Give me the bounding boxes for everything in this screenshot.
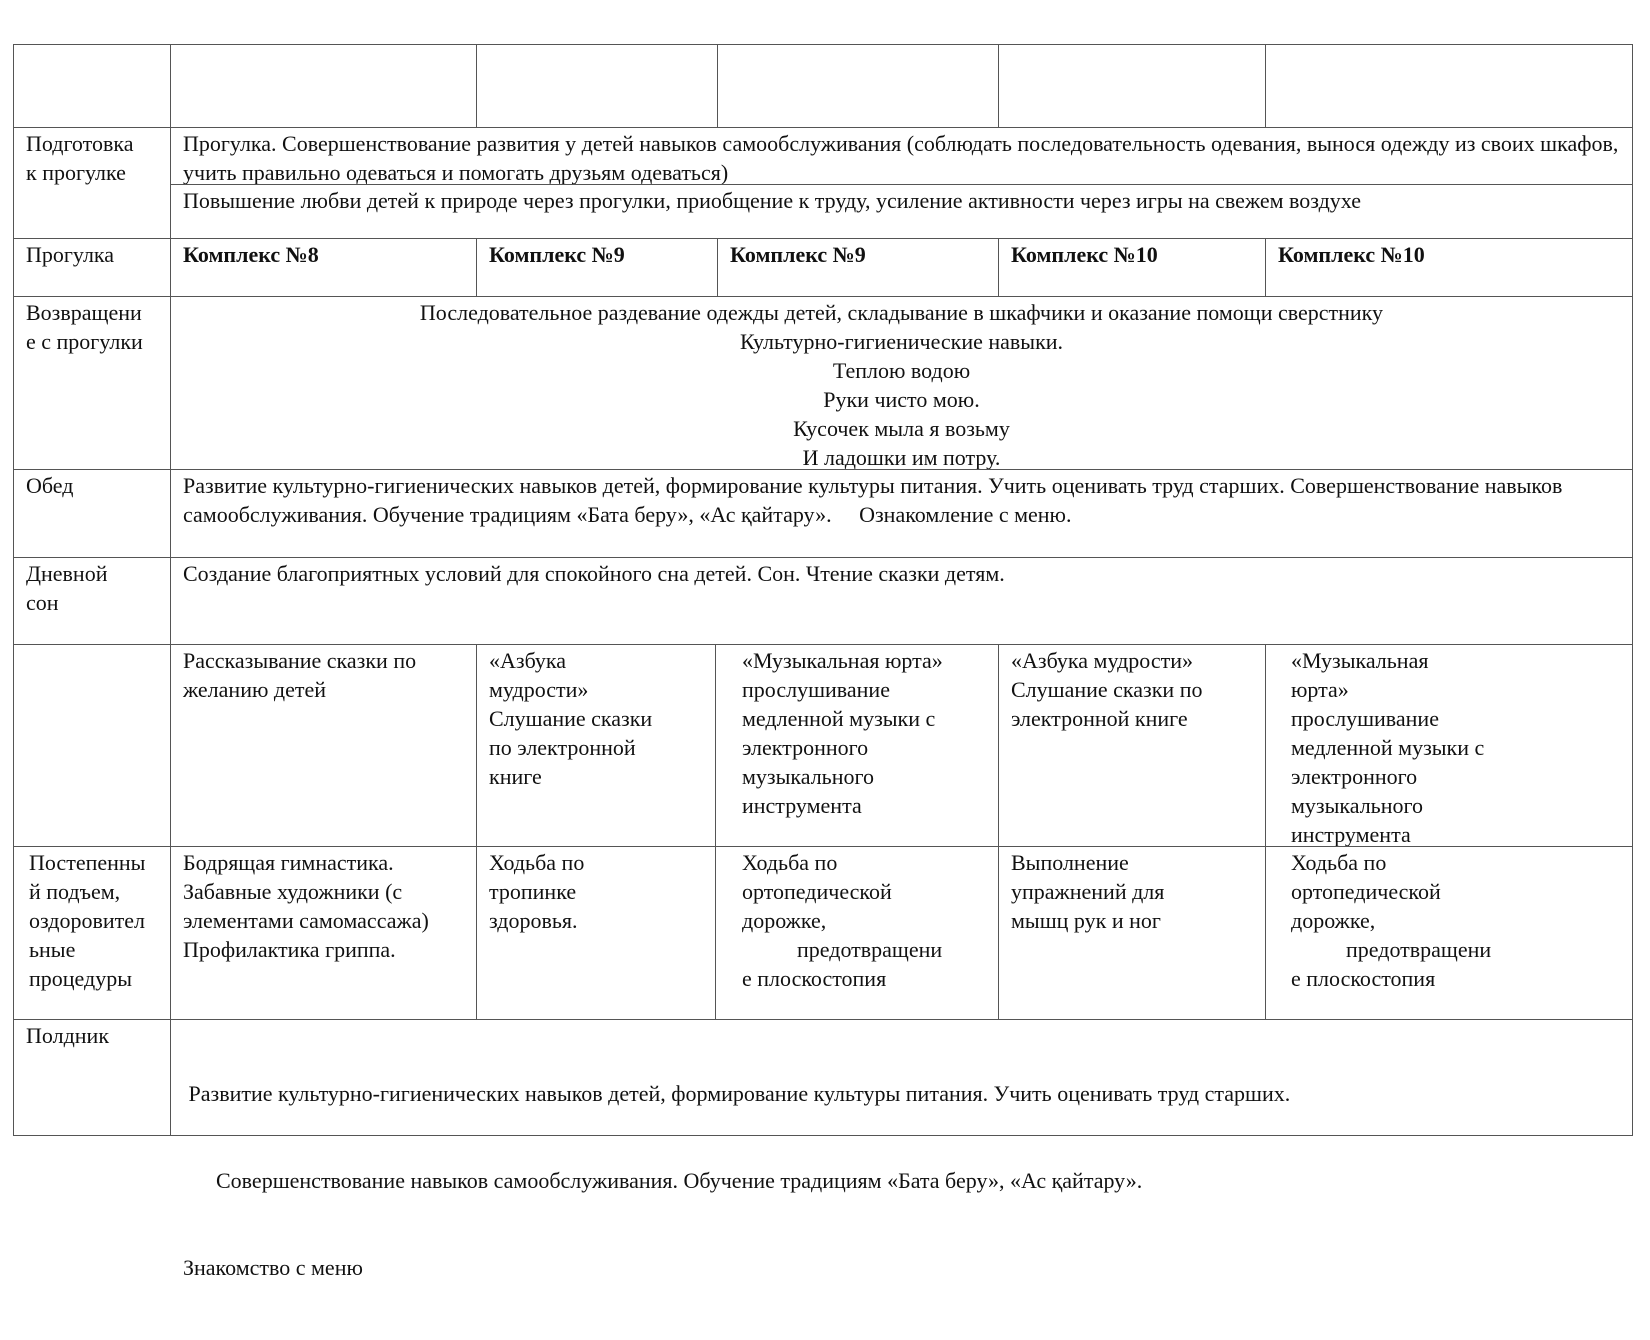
activity-day-4: «Азбука мудрости» Слушание сказки по электронной книге [998, 644, 1266, 847]
row-label-activities [13, 644, 171, 847]
walk-day-3: Комплекс №9 [717, 238, 999, 297]
return-line: Последовательное раздевание одежды детей, складывание в шкафчики и оказание помощи сверстнику [419, 300, 1384, 325]
row-label-return: Возвращени е с прогулки [13, 296, 171, 470]
activity-day-1: Рассказывание сказки по желанию детей [170, 644, 477, 847]
return-line: И ладошки им потру. [802, 445, 1001, 470]
snack-text [170, 1019, 1633, 1280]
activity-day-3: «Музыкальная юрта» прослушивание медленной музыки с электронного музыкального инструмента [715, 644, 999, 847]
snack-line: Совершенствование навыков самообслуживания. Обучение традициям «Бата беру», «Ас қайтару». [183, 1168, 1143, 1193]
wakeup-day-2: Ходьба по тропинке здоровья. [476, 846, 716, 1020]
activity-day-2: «Азбука мудрости» Слушание сказки по электронной книге [476, 644, 716, 847]
snack-line: Знакомство с меню [183, 1255, 363, 1280]
row-label-snack: Полдник [13, 1019, 171, 1136]
return-line: Кусочек мыла я возьму [793, 416, 1010, 441]
return-line: Теплою водою [832, 358, 971, 383]
prep-text-secondary: Повышение любви детей к природе через прогулки, приобщение к труду, усиление активности через игры на свежем воздухе [170, 184, 1633, 239]
empty-header-cell [476, 44, 718, 128]
empty-header-cell [13, 44, 171, 128]
prep-text-main: Прогулка. Совершенствование развития у детей навыков самообслуживания (соблюдать последовательность одевания, вынося одежду из своих шкафов, учить правильно одеваться и помогать друзьям одеваться) [170, 127, 1633, 185]
wakeup-day-3: Ходьба по ортопедической дорожке, предотвращени е плоскостопия [715, 846, 999, 1020]
row-label-nap: Дневной сон [13, 557, 171, 645]
wakeup-day-5: Ходьба по ортопедической дорожке, предотвращени е плоскостопия [1265, 846, 1633, 1020]
lunch-text: Развитие культурно-гигиенических навыков детей, формирование культуры питания. Учить оценивать труд старших. Совершенствование навыков самообслуживания. Обучение традициям «Бата беру», «Ас қайтару». Ознакомление с меню. [170, 469, 1633, 558]
schedule-table [13, 44, 1633, 1280]
return-line: Руки чисто мою. [823, 387, 980, 412]
walk-day-5: Комплекс №10 [1265, 238, 1633, 297]
wakeup-day-1: Бодрящая гимнастика. Забавные художники (с элементами самомассажа) Профилактика гриппа. [170, 846, 477, 1020]
nap-text: Создание благоприятных условий для спокойного сна детей. Сон. Чтение сказки детям. [170, 557, 1633, 645]
walk-day-4: Комплекс №10 [998, 238, 1266, 297]
walk-day-1: Комплекс №8 [170, 238, 477, 297]
row-label-lunch: Обед [13, 469, 171, 558]
walk-day-2: Комплекс №9 [476, 238, 718, 297]
return-line: Культурно-гигиенические навыки. [739, 329, 1064, 354]
activity-day-5: «Музыкальная юрта» прослушивание медленной музыки с электронного музыкального инструмента [1265, 644, 1633, 847]
empty-header-cell [998, 44, 1266, 128]
wakeup-day-4: Выполнение упражнений для мышц рук и ног [998, 846, 1266, 1020]
snack-line: Развитие культурно-гигиенических навыков детей, формирование культуры питания. Учить оценивать труд старших. [183, 1081, 1291, 1106]
row-label-walk: Прогулка [13, 238, 171, 297]
row-label-wakeup: Постепенны й подъем, оздоровител ьные процедуры [13, 846, 171, 1020]
empty-header-cell [717, 44, 999, 128]
row-label-prep: Подготовка к прогулке [13, 127, 171, 239]
empty-header-cell [1265, 44, 1633, 128]
empty-header-cell [170, 44, 477, 128]
return-text [170, 296, 1633, 470]
